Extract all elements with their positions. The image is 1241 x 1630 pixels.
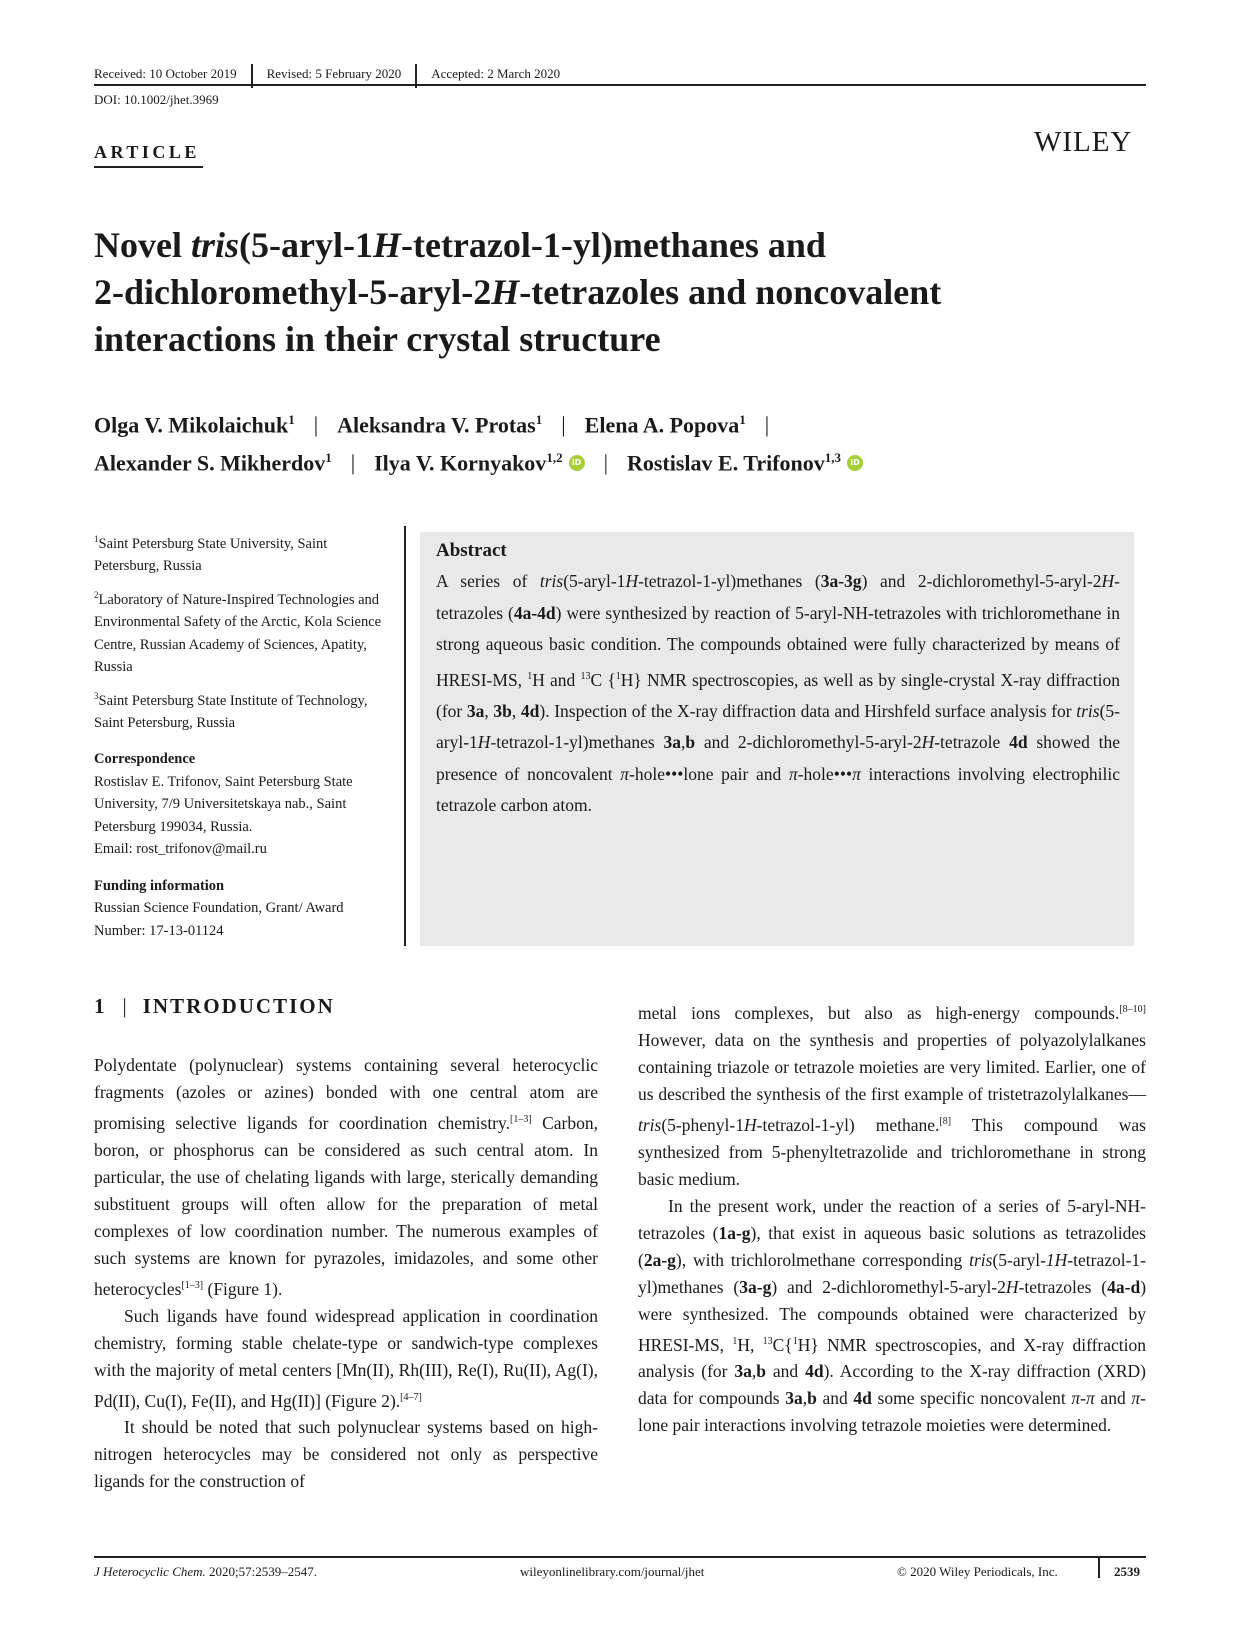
body-column-left bbox=[94, 1052, 598, 1495]
body-paragraph: Such ligands have found widespread application in coordination chemistry, forming stable chelate-type or sandwich-type complexes with the majority of metal centers [Mn(II), Rh(III), Re(I), Ru(II), Ag(I), Pd(II), Cu(I), Fe(II), and Hg(II)] (Figure 2).[4–7] bbox=[94, 1305, 598, 1411]
footer-citation: J Heterocyclic Chem. 2020;57:2539–2547. bbox=[94, 1564, 318, 1579]
author-separator: | bbox=[764, 412, 770, 438]
title-line-2: 2-dichloromethyl-5-aryl-2H-tetrazoles and noncovalent bbox=[94, 272, 942, 312]
article-type-label: ARTICLE bbox=[94, 142, 200, 162]
footer-rule bbox=[94, 1556, 1146, 1558]
affiliations-column bbox=[94, 528, 394, 948]
author-separator: | bbox=[603, 450, 608, 476]
author-separator: | bbox=[561, 412, 566, 438]
body-paragraph: metal ions complexes, but also as high-energy compounds.[8–10] However, data on the synthesis and properties of polyazolylalkanes containing triazole or tetrazole moieties are very limited. Earlier, one of us described the synthesis of the first example of tristetrazolylalkanes—tris(5-phenyl-1H-tetrazol-1-yl) methane.[8] This compound was synthesized from 5-phenyltetrazolide and trichloromethane in strong basic medium. bbox=[638, 1002, 1146, 1189]
abstract-heading: Abstract bbox=[436, 540, 507, 561]
correspondence-heading: Correspondence bbox=[94, 751, 196, 768]
author[interactable]: Rostislav E. Trifonov$^{1,3}$ bbox=[626, 450, 842, 476]
article-label-underline bbox=[94, 166, 203, 168]
orcid-icon[interactable]: iD bbox=[569, 455, 585, 471]
body-paragraph: It should be noted that such polynuclear systems based on high-nitrogen heterocycles may be considered not only as perspective ligands for the construction of bbox=[94, 1417, 598, 1492]
funding-heading: Funding information bbox=[94, 877, 225, 894]
orcid-icon[interactable]: iD bbox=[847, 455, 863, 471]
author[interactable]: Aleksandra V. Protas$^1$ bbox=[337, 412, 543, 438]
abstract-box bbox=[420, 532, 1134, 946]
publisher-logo: WILEY bbox=[1034, 126, 1133, 158]
publication-dates bbox=[94, 62, 560, 86]
column-divider bbox=[404, 526, 406, 946]
body-paragraph: Polydentate (polynuclear) systems containing several heterocyclic fragments (azoles or azines) bonded with one central atom are promising selective ligands for coordination chemistry.[1–3] Carbon, boron, or phosphorus can be considered as such central atom. In particular, the use of chelating ligands with large, sterically demanding substituent groups will often allow for the preparation of metal complexes of low coordination number. The numerous examples of such systems are known for pyrazoles, imidazoles, and some other heterocycles[1–3] (Figure 1). bbox=[94, 1055, 598, 1299]
funding-text: Russian Science Foundation, Grant/ Award Number: 17-13-01124 bbox=[94, 900, 344, 939]
accepted-date: Accepted: 2 March 2020 bbox=[431, 66, 561, 81]
author-list-line-2 bbox=[94, 450, 863, 476]
affiliation: $^3$Saint Petersburg State Institute of Technology, Saint Petersburg, Russia bbox=[94, 690, 368, 731]
abstract-text: A series of tris(5-aryl-1H-tetrazol-1-yl)methanes (3a-3g) and 2-dichloromethyl-5-aryl-2H-tetrazoles (4a-4d) were synthesized by reaction of 5-aryl-NH-tetrazoles with trichloromethane in strong aqueous basic condition. The compounds obtained were fully characterized by means of HRESI-MS, $^1$H and $^{13}$C {$^1$H} NMR spectroscopies, as well as by single-crystal X-ray diffraction (for 3a, 3b, 4d). Inspection of the X-ray diffraction data and Hirshfeld surface analysis for tris(5-aryl-1H-tetrazol-1-yl)methanes 3a,b and 2-dichloromethyl-5-aryl-2H-tetrazole 4d showed the presence of noncovalent π-hole•••lone pair and π-hole•••π interactions involving electrophilic tetrazole carbon atom. bbox=[436, 571, 1121, 816]
revised-date: Revised: 5 February 2020 bbox=[266, 66, 402, 81]
author-separator: | bbox=[350, 450, 356, 476]
page-number: 2539 bbox=[1114, 1564, 1140, 1579]
correspondence-email[interactable]: Email: rost_trifonov@mail.ru bbox=[94, 841, 267, 858]
author[interactable]: Ilya V. Kornyakov$^{1,2}$ bbox=[374, 450, 563, 476]
body-column-right bbox=[638, 996, 1146, 1439]
correspondence-text: Rostislav E. Trifonov, Saint Petersburg State University, 7/9 Universitetskaya nab., Saint Petersburg 199034, Russia. bbox=[94, 773, 353, 835]
header-rule bbox=[94, 84, 1146, 86]
author[interactable]: Alexander S. Mikherdov$^1$ bbox=[94, 450, 332, 476]
doi[interactable]: DOI: 10.1002/jhet.3969 bbox=[94, 92, 219, 107]
author[interactable]: Elena A. Popova$^1$ bbox=[584, 412, 746, 438]
footer-copyright: © 2020 Wiley Periodicals, Inc. bbox=[897, 1564, 1058, 1579]
received-date: Received: 10 October 2019 bbox=[94, 66, 237, 81]
author-separator: | bbox=[313, 412, 319, 438]
divider bbox=[1098, 1558, 1100, 1578]
footer-url[interactable]: wileyonlinelibrary.com/journal/jhet bbox=[520, 1564, 705, 1579]
author-list-line-1 bbox=[94, 412, 788, 438]
author[interactable]: Olga V. Mikolaichuk$^1$ bbox=[94, 412, 295, 438]
body-paragraph: In the present work, under the reaction of a series of 5-aryl-NH-tetrazoles (1a-g), that exist in aqueous basic solutions as tetrazolides (2a-g), with trichlorolmethane corresponding tris(5-aryl-1H-tetrazol-1-yl)methanes (3a-g) and 2-dichloromethyl-5-aryl-2H-tetrazoles (4a-d) were synthesized. The compounds obtained were characterized by HRESI-MS, $^1$H, $^{13}$C{$^1$H} NMR spectroscopies, and X-ray diffraction analysis (for 3a,b and 4d). According to the X-ray diffraction (XRD) data for compounds 3a,b and 4d some specific noncovalent π-π and π-lone pair interactions involving tetrazole moieties were determined. bbox=[638, 1195, 1147, 1436]
affiliation: $^1$Saint Petersburg State University, Saint Petersburg, Russia bbox=[94, 534, 328, 575]
section-heading-introduction: 1 | INTRODUCTION bbox=[94, 994, 335, 1018]
title-line-1: Novel tris(5-aryl-1H-tetrazol-1-yl)methanes and bbox=[94, 225, 826, 265]
affiliation: $^2$Laboratory of Nature-Inspired Technologies and Environmental Safety of the Arctic, Kola Science Centre, Russian Academy of Sciences, Apatity, Russia bbox=[94, 589, 382, 676]
paper-title bbox=[94, 222, 1154, 363]
title-line-3: interactions in their crystal structure bbox=[94, 319, 661, 359]
